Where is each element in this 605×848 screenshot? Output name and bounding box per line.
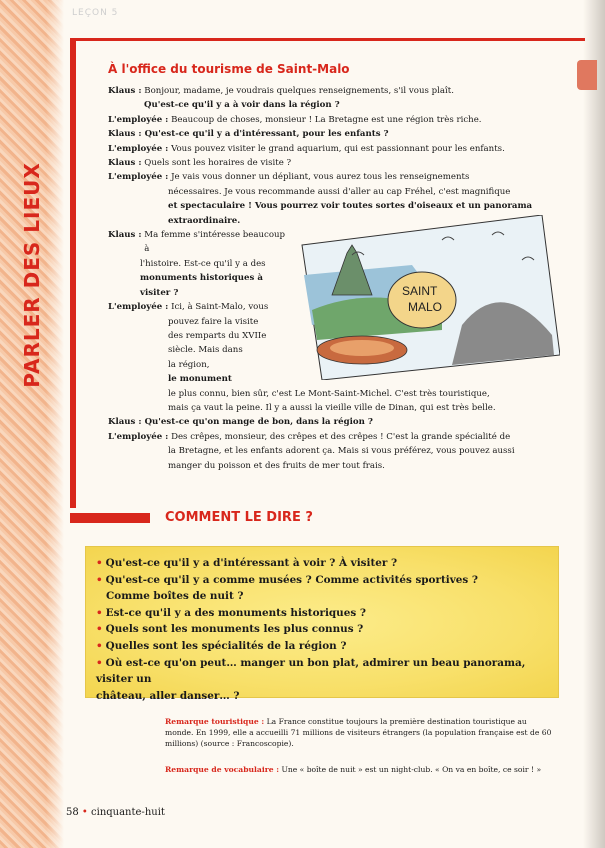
- sign-line-1: SAINT: [402, 284, 438, 298]
- remark-vocabulaire: [165, 764, 555, 775]
- dialogue-line: [108, 127, 560, 141]
- speaker: L'employée :: [108, 172, 169, 183]
- dialogue-line: [108, 358, 288, 372]
- dialogue-line: [108, 185, 560, 199]
- dialogue-line: [108, 84, 560, 98]
- speech: nécessaires. Je vous recommande aussi d'aller au cap Fréhel, c'est magnifique: [168, 186, 511, 197]
- bullet-icon: •: [96, 656, 103, 669]
- bullet-icon: •: [81, 807, 88, 818]
- dialogue-line: [108, 228, 288, 257]
- speech: des remparts du XVIIe: [168, 330, 267, 341]
- phrase-text: Quels sont les monuments les plus connus ?: [105, 623, 364, 636]
- dialogue-line: [108, 415, 560, 429]
- phrase-item: [96, 621, 548, 638]
- dialogue-line: [108, 372, 288, 386]
- dialogue-line: [108, 459, 560, 473]
- comment-title: COMMENT LE DIRE ?: [165, 510, 313, 525]
- phrase-item: [96, 655, 548, 688]
- speech: Beaucoup de choses, monsieur ! La Bretagne est une région très riche.: [171, 114, 482, 125]
- dialogue-line: [108, 142, 560, 156]
- speech: le monument: [168, 374, 232, 385]
- comment-accent-bar: [70, 513, 150, 523]
- dialogue-line: [108, 329, 288, 343]
- saint-malo-illustration: [292, 215, 560, 380]
- red-frame-left: [70, 38, 76, 508]
- speech: Quels sont les horaires de visite ?: [144, 158, 292, 169]
- decorative-side-band: [0, 0, 64, 848]
- section-label: [10, 150, 54, 400]
- speech: pouvez faire la visite: [168, 316, 259, 327]
- phrase-text: château, aller danser… ?: [96, 689, 240, 702]
- dialogue-line: [108, 98, 560, 112]
- speech: Ici, à Saint-Malo, vous: [171, 302, 269, 313]
- speech: l'histoire. Est-ce qu'il y a des: [140, 258, 266, 269]
- speech: manger du poisson et des fruits de mer tout frais.: [168, 460, 385, 471]
- dialogue-line: [108, 401, 560, 415]
- speech: le plus connu, bien sûr, c'est Le Mont-Saint-Michel. C'est très touristique,: [168, 388, 490, 399]
- sign-line-2: MALO: [408, 300, 443, 314]
- dialogue-line: [108, 156, 560, 170]
- bullet-icon: •: [96, 557, 103, 569]
- dialogue-line: [108, 199, 560, 213]
- speaker: L'employée :: [108, 431, 169, 442]
- dialogue-line: [108, 387, 560, 401]
- page-binding-shadow: [583, 0, 605, 848]
- phrase-text: Est-ce qu'il y a des monuments historiques ?: [105, 606, 366, 619]
- speech: Ma femme s'intéresse beaucoup à: [144, 230, 286, 255]
- next-page-tab: [577, 60, 597, 90]
- speech: Qu'est-ce qu'il y a à voir dans la région ?: [144, 100, 340, 111]
- phrase-item: [96, 688, 548, 705]
- dialogue-line: [108, 257, 288, 271]
- speech: Qu'est-ce qu'on mange de bon, dans la région ?: [144, 417, 373, 428]
- speech: Qu'est-ce qu'il y a d'intéressant, pour les enfants ?: [144, 129, 389, 140]
- phrase-item: [96, 555, 548, 572]
- speech: monuments historiques à: [140, 273, 263, 284]
- phrase-item: [96, 638, 548, 655]
- remark-text: Une « boîte de nuit » est un night-club. « On va en boîte, ce soir ! »: [281, 765, 542, 774]
- speech: mais ça vaut la peine. Il y a aussi la vieille ville de Dinan, qui est très belle.: [168, 402, 496, 413]
- speaker: Klaus :: [108, 230, 142, 241]
- speaker: Klaus :: [108, 129, 142, 140]
- phrase-item: [96, 588, 548, 605]
- phrase-text: Qu'est-ce qu'il y a comme musées ? Comme activités sportives ?: [105, 573, 478, 586]
- phrase-item: [96, 605, 548, 622]
- speech: Des crêpes, monsieur, des crêpes et des crêpes ! C'est la grande spécialité de: [171, 431, 511, 442]
- dialogue-line: [108, 343, 288, 357]
- phrase-list: [86, 547, 558, 704]
- speech: visiter ?: [140, 287, 179, 298]
- remark-tag: Remarque touristique :: [165, 717, 265, 726]
- page-number-digits: 58: [66, 807, 79, 818]
- remark-text: La France constitue toujours la première destination touristique au monde. En 1999, elle a accueilli 71 millions de visiteurs étrangers (la population française est de 60 millions) (source : Francoscopie).: [165, 717, 552, 748]
- speech: et spectaculaire ! Vous pourrez voir toutes sortes d'oiseaux et un panorama: [168, 201, 533, 212]
- page-number-word: cinquante-huit: [91, 807, 165, 818]
- bullet-icon: •: [96, 606, 103, 619]
- header-faint-text: LEÇON 5: [72, 8, 119, 18]
- phrase-text: Quelles sont les spécialités de la région ?: [105, 639, 347, 652]
- speech: siècle. Mais dans: [168, 345, 243, 356]
- remark-tag: Remarque de vocabulaire :: [165, 765, 280, 774]
- phrase-text: Qu'est-ce qu'il y a d'intéressant à voir ? À visiter ?: [105, 557, 398, 569]
- speech: Vous pouvez visiter le grand aquarium, qui est passionnant pour les enfants.: [171, 143, 505, 154]
- dialogue-line: [108, 170, 560, 184]
- dialogue-line: [108, 430, 560, 444]
- section-label-text: PARLER DES LIEUX: [20, 162, 45, 388]
- dialogue-line: [108, 300, 288, 314]
- speaker: Klaus :: [108, 86, 142, 96]
- speaker: L'employée :: [108, 114, 169, 125]
- phrase-box: [85, 546, 559, 702]
- red-frame-top: [70, 38, 585, 41]
- speech: la région,: [168, 359, 210, 370]
- phrase-text: Où est-ce qu'on peut… manger un bon plat, admirer un beau panorama, visiter un: [96, 656, 526, 686]
- dialogue-title: À l'office du tourisme de Saint-Malo: [108, 62, 350, 76]
- bullet-icon: •: [96, 573, 103, 586]
- bullet-icon: •: [96, 639, 103, 652]
- dialogue-line: [108, 271, 288, 285]
- speaker: Klaus :: [108, 158, 142, 169]
- speech: extraordinaire.: [168, 215, 241, 226]
- dialogue-line: [108, 444, 560, 458]
- dialogue-line: [108, 286, 288, 300]
- speaker: L'employée :: [108, 143, 169, 154]
- phrase-text: Comme boîtes de nuit ?: [106, 590, 244, 603]
- remark-touristique: [165, 716, 555, 749]
- speech: Je vais vous donner un dépliant, vous aurez tous les renseignements: [171, 172, 470, 183]
- narrow-column: [108, 228, 288, 386]
- speech: Bonjour, madame, je voudrais quelques renseignements, s'il vous plaît.: [144, 86, 454, 96]
- bullet-icon: •: [96, 623, 103, 636]
- speech: la Bretagne, et les enfants adorent ça. Mais si vous préférez, vous pouvez aussi: [168, 446, 515, 457]
- page-number: [66, 807, 165, 818]
- dialogue-line: [108, 315, 288, 329]
- speaker: Klaus :: [108, 417, 142, 428]
- speaker: L'employée :: [108, 302, 169, 313]
- phrase-item: [96, 572, 548, 589]
- dialogue-line: [108, 113, 560, 127]
